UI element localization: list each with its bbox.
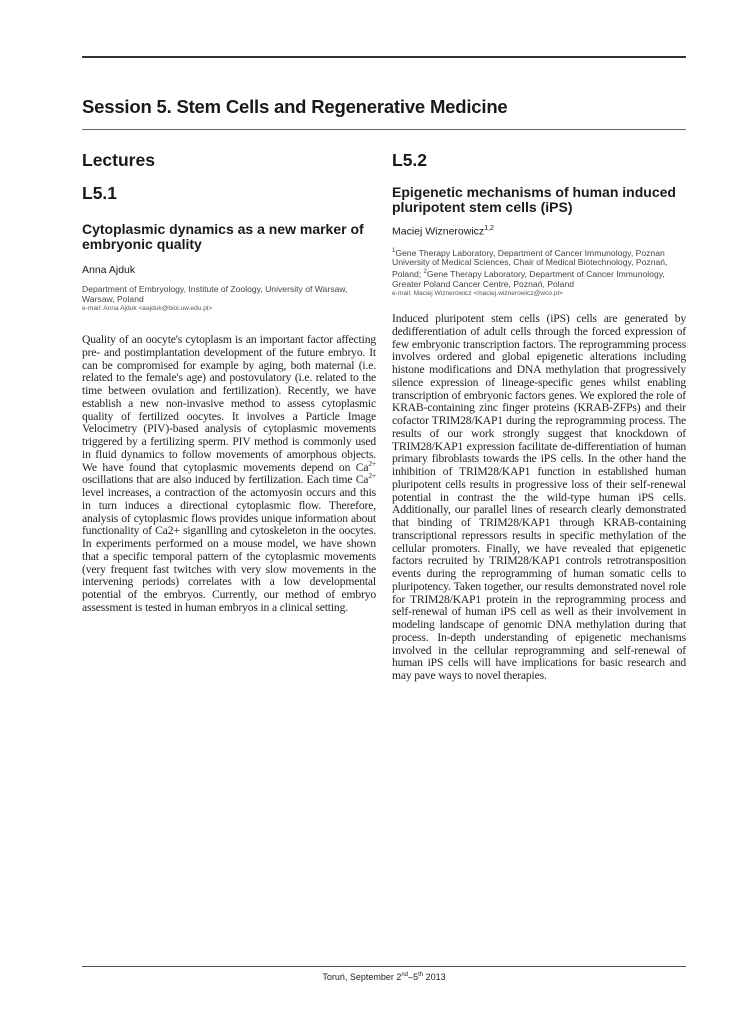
footer-text: –5 [408, 972, 419, 982]
abstract-code-l5-2: L5.2 [392, 150, 428, 170]
email-l5-2: e-mail: Maciej Wiznerowicz <maciej.wiznerowicz@wco.pl> [392, 290, 563, 298]
affil-superscript: 1 [392, 247, 396, 254]
header-rule [82, 129, 686, 130]
affiliation-text: Gene Therapy Laboratory, Department of Cancer Immunology, Greater Poland Cancer Centre, Poznań, Poland [392, 269, 665, 290]
section-heading-lectures: Lectures [82, 150, 155, 170]
affiliation-text: Gene Therapy Laboratory, Department of Cancer Immunology, Poznan University of Medical Sciences, Chair of Medical Biotechnology, Poznań, Poland; [392, 247, 668, 280]
abstract-body-l5-2: Induced pluripotent stem cells (iPS) cells are generated by dedifferentiation of adult cells through the forced expression of few embryonic transcription factors. The reprogramming process involves ordered and global epigenetic alterations including histone modifications and DNA methylation that progressively silence expression of lineage-specific genes whilst enabling transcription of embryonic factors genes. We explored the role of KRAB-containing zinc finger proteins (KRAB-ZFPs) and their cofactor TRIM28/KAP1 during the reprogramming process. The results of our work strongly suggest that knockdown of TRIM28/KAP1 expression facilitate de-differentiation of human primary fibroblasts towards the iPS cells. In the other hand the inhibition of TRIM28/KAP1 function in established human pluripotent cells results in progressive loss of their self-renewal potential in contrast the the wild-type human iPS cells. Additionally, our parallel lines of research clearly demonstrated that binding of TRIM28/KAP1 through KRAB-containing transcriptional repressors results in specific methylation of the cellular promoters. Finally, we have revealed that epigenetic factors recruited by TRIM28/KAP1 controls retrotransposition events during the reprogramming of human somatic cells to pluripotency. Taken together, our results demonstrated novel role for TRIM28/KAP1 protein in the reprogramming process and self-renewal of human iPS cell as well as their involvement in modeling landscape of genomic DNA methylation during that process. In-depth understanding of epigenetic mechanisms involved in the cellular reprogramming and self-renewal of human iPS cells will have implications for basic research and may pave ways to novel therapies. [392, 312, 686, 683]
author-name: Maciej Wiznerowicz [392, 225, 485, 238]
abstract-code-l5-1: L5.1 [82, 183, 118, 203]
session-title: Session 5. Stem Cells and Regenerative Medicine [82, 96, 508, 117]
footer-rule [82, 966, 686, 967]
footer-text: Toruń, September 2 [322, 972, 402, 982]
abstract-body-l5-1 [82, 334, 376, 615]
body-text: oscillations that are also induced by fertilization. Each time Ca [82, 473, 369, 487]
left-column [82, 150, 376, 615]
page-footer [82, 972, 686, 982]
footer-text: 2013 [423, 972, 446, 982]
affil-superscript: 2 [423, 269, 427, 276]
superscript: 2+ [368, 471, 376, 481]
superscript: 2+ [368, 458, 376, 468]
affiliation-l5-1: Department of Embryology, Institute of Zoology, University of Warsaw, Warsaw, Poland [82, 284, 348, 304]
body-text: Quality of an oocyte's cytoplasm is an important factor affecting pre- and postimplantation development of the future embryo. It can be compromised for example by aging, both maternal (i.e. related to the female's age) and postovulatory (i.e. related to the time between ovulation and fertilization). Recently, we have establish a new non-invasive method to assess cytoplasmic quality of fertilized oocytes. It involves a Particle Image Velocimetry (PIV)-based analysis of cytoplasmic movements triggered by a fertilizing sperm. PIV method is commonly used in fluid dynamics to follow movements of amorphous objects. We have found that cytoplasmic movements depend on Ca [82, 333, 376, 474]
footer-superscript: nd [401, 972, 409, 978]
email-l5-1: e-mail: Anna Ajduk <aajduk@biol.uw.edu.pl> [82, 305, 213, 312]
abstract-title-l5-2: Epigenetic mechanisms of human induced pluripotent stem cells (iPS) [392, 184, 676, 215]
author-l5-2 [392, 225, 686, 238]
footer-superscript: th [418, 972, 424, 978]
top-rule [82, 56, 686, 58]
author-l5-1: Anna Ajduk [82, 264, 136, 276]
body-text: level increases, a contraction of the actomyosin occurs and this in turn induces a directional cytoplasmic flow. Therefore, analysis of cytoplasmic flows provides unique information about functionality of Ca2+ siganlling and cytoskeleton in the oocytes. In experiments performed on a mouse model, we have shown that a specific temporal pattern of the cytoplasmic movements (very frequent fast twitches with very slow movements in the intervening periods) correlates with a low developmental potential of the embryos. Currently, our method of embryo assessment is tested in human embryos in a clinical setting. [82, 486, 376, 614]
right-column [392, 150, 686, 683]
abstract-title-l5-1: Cytoplasmic dynamics as a new marker of embryonic quality [82, 221, 364, 252]
affiliation-l5-2 [392, 246, 686, 290]
author-superscript: 1,2 [484, 225, 494, 232]
